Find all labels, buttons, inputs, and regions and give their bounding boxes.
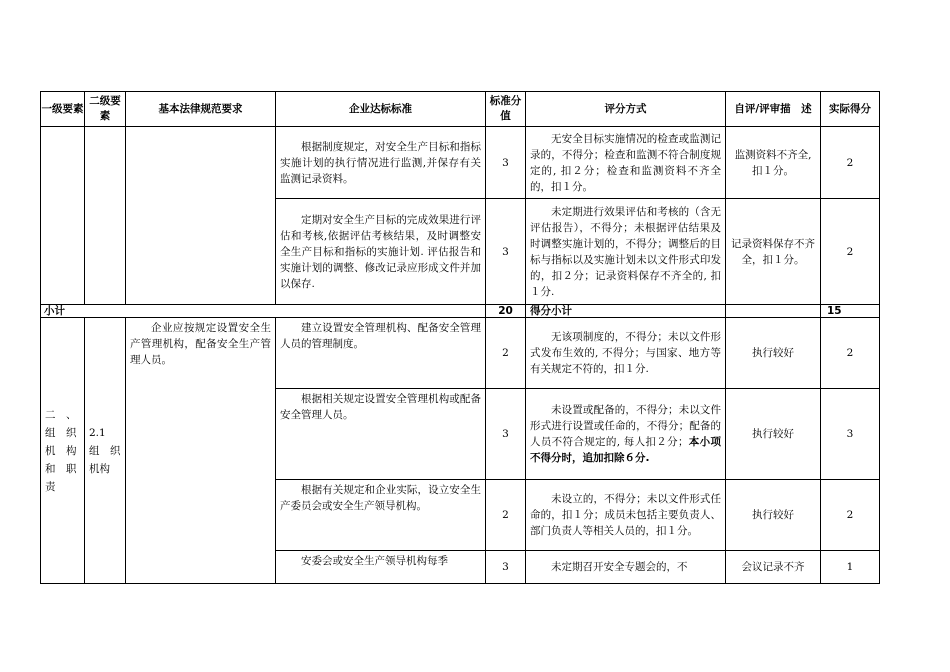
header-row [41,92,880,127]
desc-cell: 监测资料不齐全, 扣１分。 [726,127,821,199]
table-row [41,127,880,199]
subtotal-desc-empty [726,305,821,318]
method-cell: 无安全目标实施情况的检查或监测记录的，不得分；检查和监测不符合制度规定的, 扣２分；检查和监测资料不齐全的，扣１分。 [526,127,726,199]
method-cell: 未定期召开安全专题会的，不 [526,551,726,584]
actual-cell: 2 [821,199,880,305]
standard-cell: 根据有关规定和企业实际，设立安全生产委员会或安全生产领导机构。 [276,480,486,551]
header-actual: 实际得分 [821,92,880,127]
method-cell: 未定期进行效果评估和考核的（含无评估报告），不得分；未根据评估结果及时调整实施计划的，不得分；调整后的目标与指标以及实施计划未以文件形式印发的，扣２分；记录资料保存不齐全的, 扣１分. [526,199,726,305]
subtotal-row [41,305,880,318]
header-level1: 一级要素 [41,92,85,127]
desc-cell: 会议记录不齐 [726,551,821,584]
actual-cell: 1 [821,551,880,584]
law-cell-empty [126,127,276,305]
header-standard: 企业达标标准 [276,92,486,127]
method-text: 未设置或配备的，不得分；未以文件形式进行设置或任命的，不得分；配备的人员不符合规定的, 每人扣２分； [530,404,721,448]
actual-cell: 3 [821,389,880,480]
header-level2: 二级要素 [85,92,126,127]
score-cell: 3 [486,199,526,305]
actual-cell: 2 [821,127,880,199]
actual-cell: 2 [821,480,880,551]
header-law: 基本法律规范要求 [126,92,276,127]
level2-section2: 2.1 组 织 机构 [85,318,126,584]
header-method: 评分方式 [526,92,726,127]
desc-cell: 执行较好 [726,389,821,480]
level2-cell-empty [85,127,126,305]
desc-cell: 记录资料保存不齐全，扣１分。 [726,199,821,305]
standard-cell: 定期对安全生产目标的完成效果进行评估和考核,依据评估考核结果，及时调整安全生产目标和指标的实施计划. 评估报告和实施计划的调整、修改记录应形成文件并加以保存. [276,199,486,305]
header-desc: 自评/评审描 述 [726,92,821,127]
score-cell: 3 [486,389,526,480]
table-row [41,318,880,389]
standard-cell: 根据相关规定设置安全管理机构或配备安全管理人员。 [276,389,486,480]
score-cell: 3 [486,551,526,584]
level1-cell-empty [41,127,85,305]
desc-cell: 执行较好 [726,318,821,389]
actual-cell: 2 [821,318,880,389]
method-cell [526,389,726,480]
score-cell: 3 [486,127,526,199]
subtotal-label: 小计 [41,305,486,318]
standard-cell: 根据制度规定，对安全生产目标和指标实施计划的执行情况进行监测,并保存有关监测记录资料。 [276,127,486,199]
level1-section2: 二 、组 织 机 构 和 职 责 [41,318,85,584]
subtotal-method-label: 得分小计 [526,305,726,318]
score-cell: 2 [486,480,526,551]
standard-cell: 安委会或安全生产领导机构每季 [276,551,486,584]
header-score: 标准分值 [486,92,526,127]
desc-cell: 执行较好 [726,480,821,551]
method-cell: 未设立的，不得分；未以文件形式任命的，扣１分；成员未包括主要负责人、部门负责人等相关人员的，扣１分。 [526,480,726,551]
subtotal-score: 20 [486,305,526,318]
law-section2: 企业应按规定设置安全生产管理机构，配备安全生产管理人员。 [126,318,276,584]
subtotal-actual: 15 [821,305,880,318]
score-cell: 2 [486,318,526,389]
method-bold-text: 本小项不得分时，追加扣除６分. [530,436,721,464]
standard-cell: 建立设置安全管理机构、配备安全管理人员的管理制度。 [276,318,486,389]
method-cell: 无该项制度的，不得分；未以文件形式发布生效的, 不得分；与国家、地方等有关规定不符的，扣１分. [526,318,726,389]
evaluation-table [40,91,880,584]
